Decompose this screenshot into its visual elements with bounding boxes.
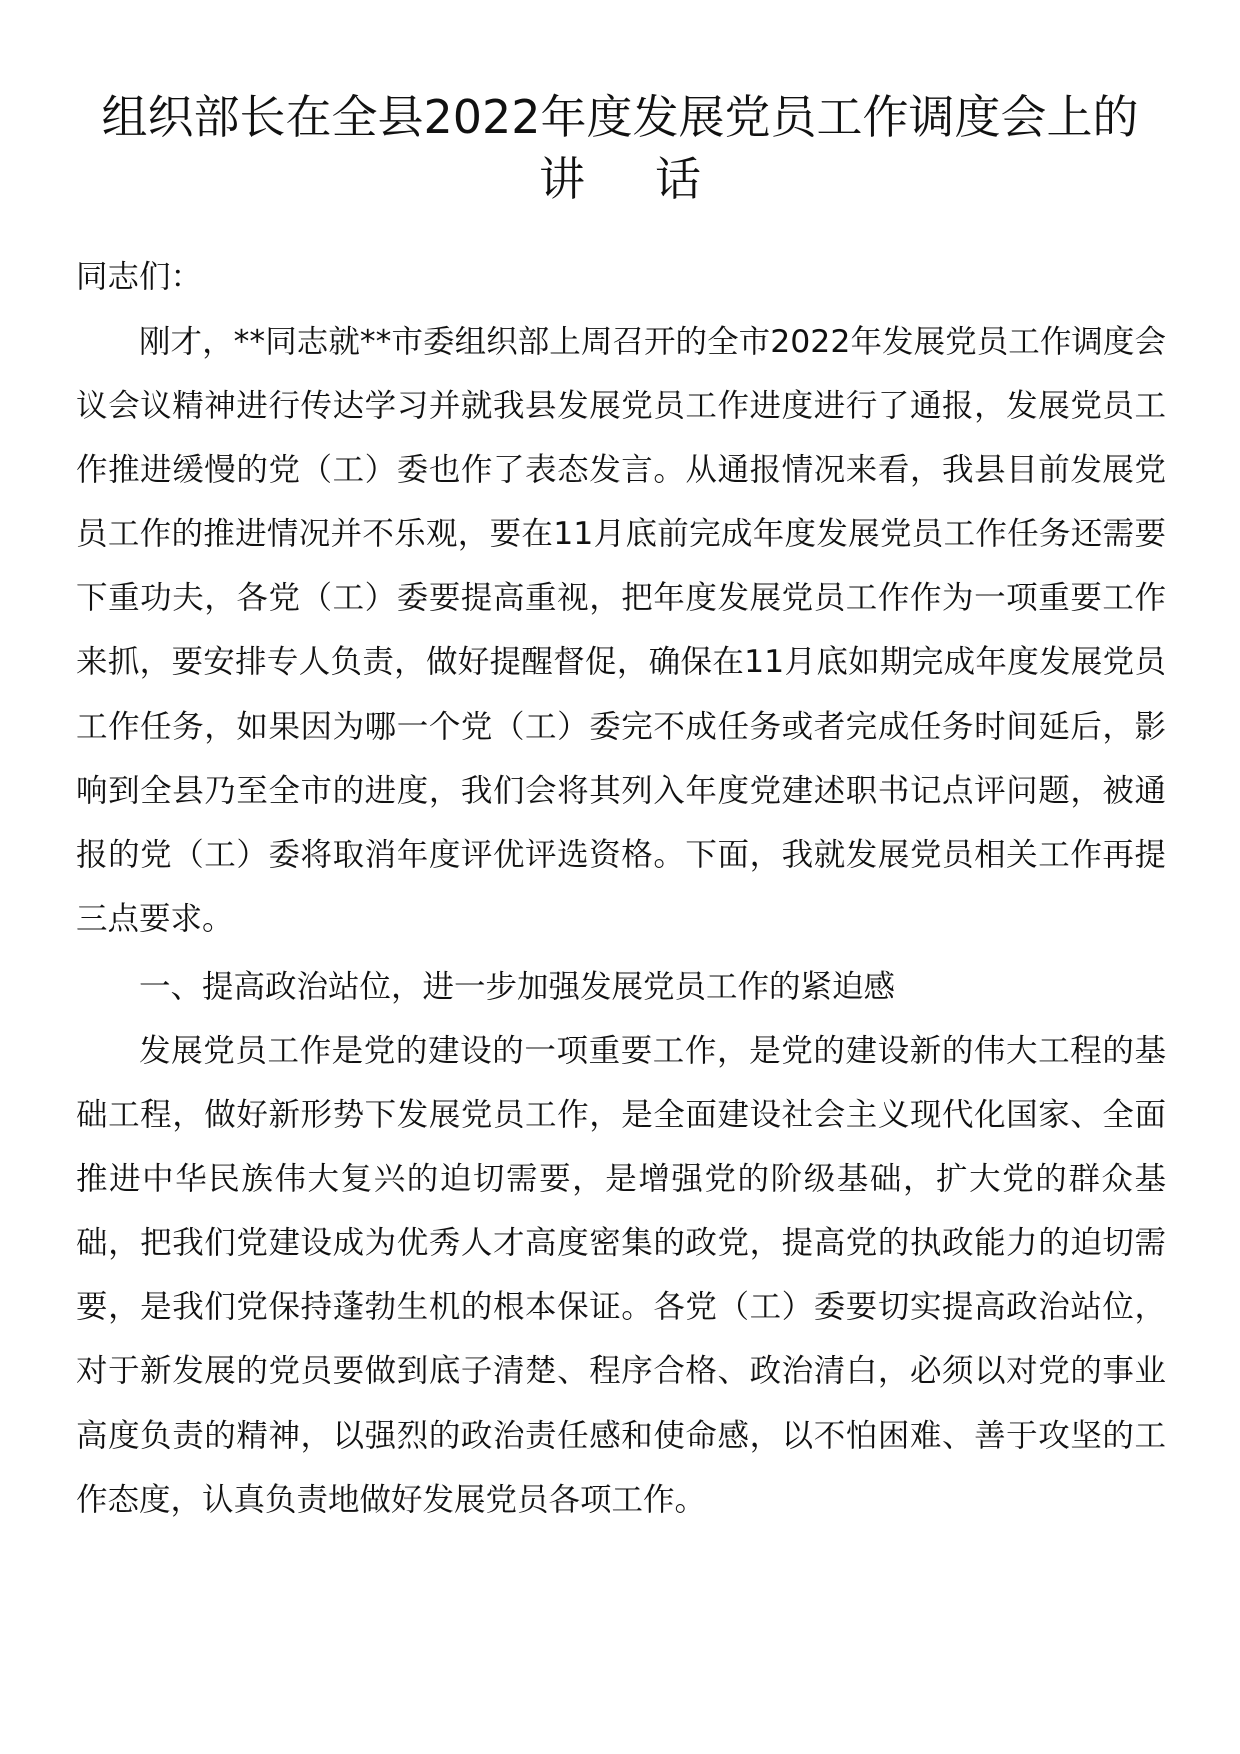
salutation: 同志们：	[76, 259, 203, 295]
paragraph-1: 刚才，**同志就**市委组织部上周召开的全市2022年发展党员工作调度会议会议精神进行传达学习并就我县发展党员工作进度进行了通报，发展党员工作推进缓慢的党（工）委也作了表态发言。从通报情况来看，我县目前发展党员工作的推进情况并不乐观，要在11月底前完成年度发展党员工作任务还需要下重功夫，各党（工）委要提高重视，把年度发展党员工作作为一项重要工作来抓，要安排专人负责，做好提醒督促，确保在11月底如期完成年度发展党员工作任务，如果因为哪一个党（工）委完不成任务或者完成任务时间延后，影响到全县乃至全市的进度，我们会将其列入年度党建述职书记点评问题，被通报的党（工）委将取消年度评优评选资格。下面，我就发展党员相关工作再提三点要求。	[76, 324, 1166, 937]
title-word-2: 话	[655, 152, 701, 206]
section-heading-1: 一、提高政治站位，进一步加强发展党员工作的紧迫感	[139, 969, 896, 1005]
document-title-line-2	[60, 148, 1180, 210]
title-word-1: 讲	[539, 152, 585, 206]
document-title-line-1: 组织部长在全县2022年度发展党员工作调度会上的	[101, 90, 1139, 144]
paragraph-2: 发展党员工作是党的建设的一项重要工作，是党的建设新的伟大工程的基础工程，做好新形势下发展党员工作，是全面建设社会主义现代化国家、全面推进中华民族伟大复兴的迫切需要，是增强党的阶级基础，扩大党的群众基础，把我们党建设成为优秀人才高度密集的政党，提高党的执政能力的迫切需要，是我们党保持蓬勃生机的根本保证。各党（工）委要切实提高政治站位，对于新发展的党员要做到底子清楚、程序合格、政治清白，必须以对党的事业高度负责的精神，以强烈的政治责任感和使命感，以不怕困难、善于攻坚的工作态度，认真负责地做好发展党员各项工作。	[76, 1033, 1166, 1518]
